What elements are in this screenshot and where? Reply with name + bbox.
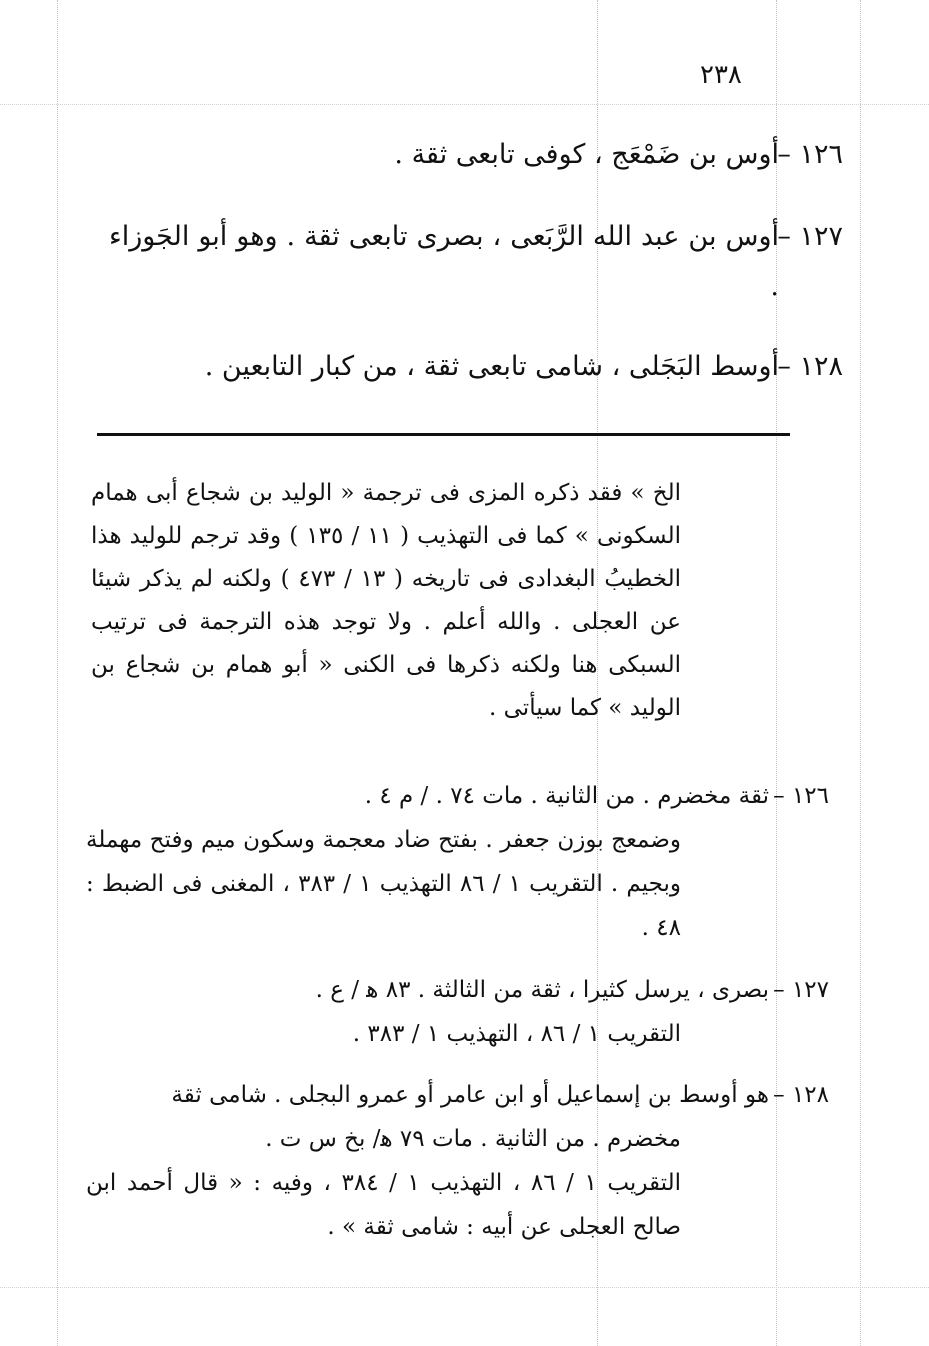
main-entry bbox=[109, 212, 843, 312]
entry-text: أوس بن ضَمْعَج ، كوفى تابعى ثقة . bbox=[394, 139, 779, 170]
footnote-body: التقريب ١ / ٨٦ ، التهذيب ١ / ٣٨٤ ، وفيه : « قال أحمد ابن صالح العجلى عن أبيه : شامى ثقة » . bbox=[86, 1170, 681, 1240]
entry-number: ١٢٦ – bbox=[777, 139, 843, 170]
footnote-continuation: الخ » فقد ذكره المزى فى ترجمة « الوليد بن شجاع أبى همام السكونى » كما فى التهذيب ( ١١ / ١٣٥ ) وقد ترجم للوليد هذا الخطيبُ البغدادى فى تاريخه ( ١٣ / ٤٧٣ ) ولكنه لم يذكر شيئا عن العجلى . والله أعلم . ولا توجد هذه الترجمة فى ترتيب السبكى هنا ولكنه ذكرها فى الكنى « أبو همام بن شجاع بن الوليد » كما سيأتى . bbox=[91, 480, 682, 721]
footnote-entry bbox=[89, 968, 829, 1056]
footnote-number: ١٢٨ – bbox=[773, 1082, 829, 1108]
entry-number: ١٢٧ – bbox=[777, 221, 843, 252]
footnote-divider bbox=[97, 433, 790, 436]
footnote-entry bbox=[86, 774, 829, 950]
page-number: ٢٣٨ bbox=[700, 60, 742, 90]
footnote-number: ١٢٧ – bbox=[773, 977, 829, 1003]
main-entry bbox=[109, 342, 843, 392]
entry-number: ١٢٨ – bbox=[777, 351, 843, 382]
scan-guide bbox=[0, 104, 929, 105]
scan-guide bbox=[57, 0, 58, 1346]
footnote-first-line: بصرى ، يرسل كثيرا ، ثقة من الثالثة . ٨٣ ﻫ / ع . bbox=[315, 977, 769, 1003]
footnote-first-line: هو أوسط بن إسماعيل أو ابن عامر أو عمرو البجلى . شامى ثقة bbox=[171, 1082, 769, 1108]
entry-text: أوسط البَجَلى ، شامى تابعى ثقة ، من كبار التابعين . bbox=[204, 351, 779, 382]
footnote-body: وضمعج بوزن جعفر . بفتح ضاد معجمة وسكون ميم وفتح مهملة وبجيم . التقريب ١ / ٨٦ التهذيب ١ / ٣٨٣ ، المغنى فى الضبط : ٤٨ . bbox=[86, 827, 681, 941]
footnote-second-line: مخضرم . من الثانية . مات ٧٩ ﻫ/ بخ س ت . bbox=[265, 1126, 681, 1152]
scan-guide bbox=[860, 0, 861, 1346]
scan-guide bbox=[776, 0, 777, 1346]
entry-text: أوس بن عبد الله الرَّبَعى ، بصرى تابعى ثقة . وهو أبو الجَوزاء . bbox=[109, 221, 779, 302]
footnote-body: التقريب ١ / ٨٦ ، التهذيب ١ / ٣٨٣ . bbox=[352, 1021, 681, 1047]
footnote-entry bbox=[86, 1073, 829, 1249]
footnote-number: ١٢٦ – bbox=[773, 783, 829, 809]
main-entry bbox=[109, 130, 843, 180]
footnote-first-line: ثقة مخضرم . من الثانية . مات ٧٤ . / م ٤ . bbox=[364, 783, 769, 809]
scan-guide bbox=[0, 1287, 929, 1288]
